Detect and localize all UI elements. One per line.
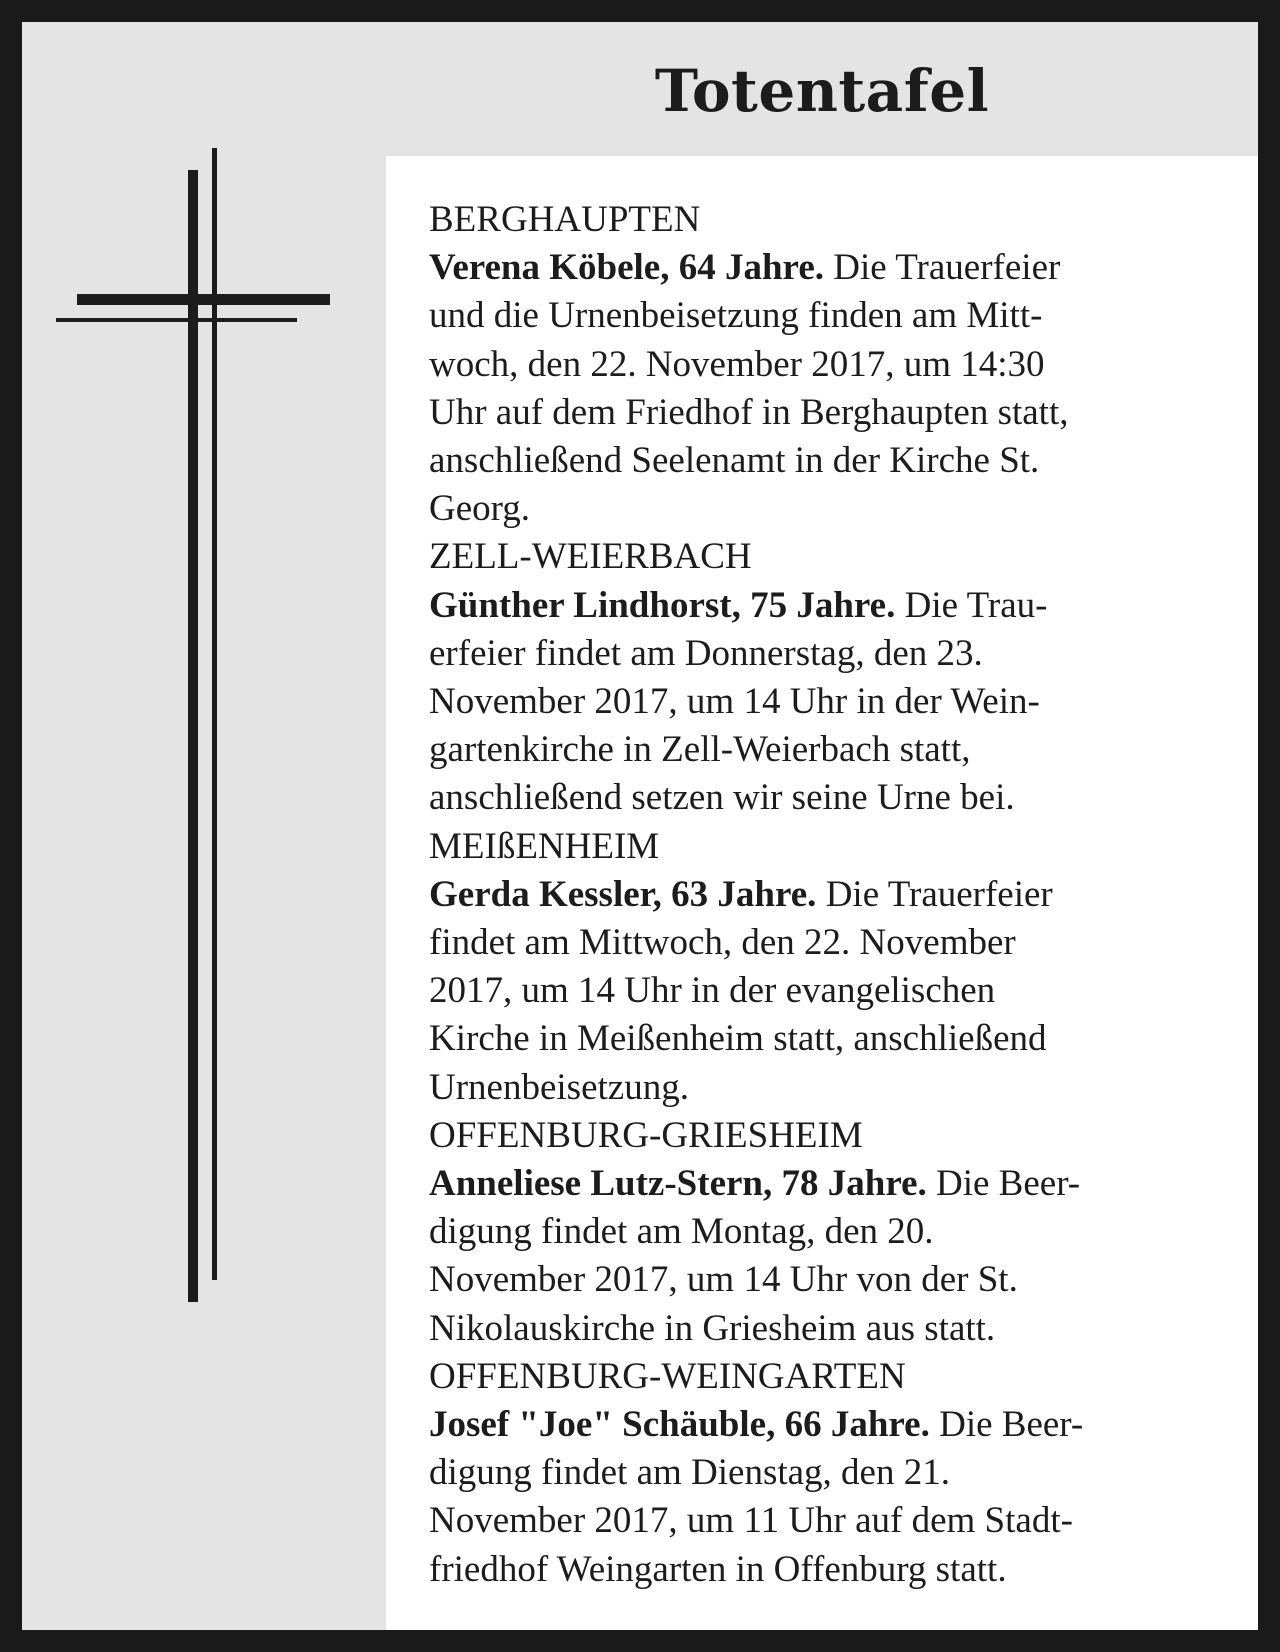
obituary-text-line: 2017, um 14 Uhr in der evangelischen bbox=[429, 970, 996, 1012]
cross-icon bbox=[22, 22, 386, 1630]
obituary-place: OFFENBURG-WEINGARTEN bbox=[429, 1355, 906, 1397]
obituary-text: Die Trauerfeier bbox=[816, 873, 1053, 915]
obituary-text-line: anschließend Seelenamt in der Kirche St. bbox=[429, 440, 1040, 482]
obituary-panel bbox=[22, 22, 1258, 1630]
obituary-entry bbox=[429, 1112, 1238, 1353]
obituary-text-line: gartenkirche in Zell-Weierbach statt, bbox=[429, 729, 971, 771]
page-title: Totentafel bbox=[654, 57, 990, 125]
obituary-first-line bbox=[429, 1401, 1238, 1449]
obituary-entry bbox=[429, 533, 1238, 822]
obituary-first-line bbox=[429, 582, 1238, 630]
obituary-name: Gerda Kessler, 63 Jahre. bbox=[429, 873, 817, 915]
obituary-text-line: Urnenbeisetzung. bbox=[429, 1066, 689, 1108]
obituary-first-line bbox=[429, 871, 1238, 919]
obituary-text-line: findet am Mittwoch, den 22. November bbox=[429, 922, 1016, 964]
obituary-text-line: und die Urnenbeisetzung finden am Mitt- bbox=[429, 295, 1043, 337]
obituary-text-line: Kirche in Meißenheim statt, anschließend bbox=[429, 1018, 1047, 1060]
obituary-entry bbox=[429, 196, 1238, 533]
obituary-name: Verena Köbele, 64 Jahre. bbox=[429, 247, 824, 289]
obituary-text: Die Beer- bbox=[929, 1404, 1084, 1446]
obituary-first-line bbox=[429, 1160, 1238, 1208]
obituary-name: Günther Lindhorst, 75 Jahre. bbox=[429, 584, 896, 626]
obituary-text-line: digung findet am Montag, den 20. bbox=[429, 1211, 934, 1253]
obituary-text: Die Beer- bbox=[926, 1163, 1081, 1205]
obituary-place: MEIßENHEIM bbox=[429, 825, 660, 867]
obituary-text-line: November 2017, um 14 Uhr in der Wein- bbox=[429, 681, 1040, 723]
obituary-text-line: woch, den 22. November 2017, um 14:30 bbox=[429, 343, 1045, 385]
obituary-name: Anneliese Lutz-Stern, 78 Jahre. bbox=[429, 1163, 927, 1205]
obituary-place: BERGHAUPTEN bbox=[429, 199, 701, 240]
obituary-text-line: Georg. bbox=[429, 488, 531, 530]
obituary-text-line: anschließend setzen wir seine Urne bei. bbox=[429, 777, 1015, 819]
obituary-text-line: erfeier findet am Donnerstag, den 23. bbox=[429, 632, 983, 674]
obituary-text: Die Trau- bbox=[895, 584, 1048, 626]
obituary-place: ZELL-WEIERBACH bbox=[429, 536, 752, 578]
obituary-entry bbox=[429, 1353, 1238, 1594]
obituary-text-line: November 2017, um 14 Uhr von der St. bbox=[429, 1259, 1018, 1301]
obituary-entry bbox=[429, 823, 1238, 1112]
obituary-place: OFFENBURG-GRIESHEIM bbox=[429, 1114, 863, 1156]
obituary-first-line bbox=[429, 244, 1238, 292]
obituary-list bbox=[386, 156, 1258, 1630]
obituary-text-line: Uhr auf dem Friedhof in Berghaupten statt, bbox=[429, 391, 1069, 433]
obituary-text-line: November 2017, um 11 Uhr auf dem Stadt- bbox=[429, 1500, 1073, 1542]
obituary-name: Josef "Joe" Schäuble, 66 Jahre. bbox=[429, 1404, 930, 1446]
obituary-text-line: digung findet am Dienstag, den 21. bbox=[429, 1452, 950, 1494]
obituary-text: Die Trauerfeier bbox=[824, 247, 1061, 289]
obituary-text-line: Nikolauskirche in Griesheim aus statt. bbox=[429, 1307, 996, 1349]
obituary-text-line: friedhof Weingarten in Offenburg statt. bbox=[429, 1548, 1007, 1590]
